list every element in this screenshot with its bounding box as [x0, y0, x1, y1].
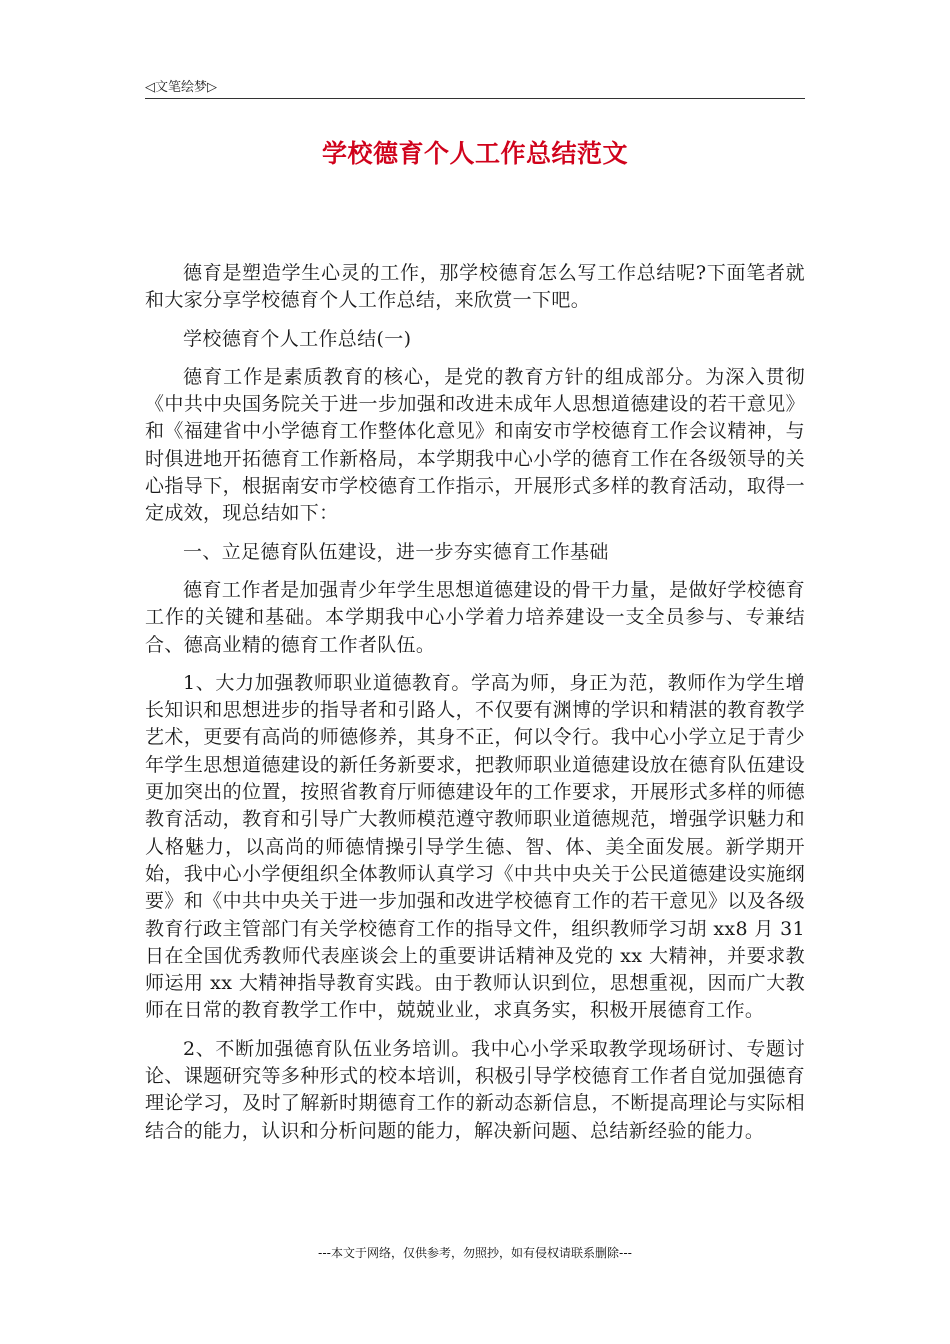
intro-paragraph: 德育是塑造学生心灵的工作，那学校德育怎么写工作总结呢?下面笔者就和大家分享学校德育个人工作总结，来欣赏一下吧。 — [145, 262, 805, 312]
subsection-heading: 一、立足德育队伍建设，进一步夯实德育工作基础 — [183, 540, 609, 563]
body-paragraph: 2、不断加强德育队伍业务培训。我中心小学采取教学现场研讨、专题讨论、课题研究等多种形式的校本培训，积极引导学校德育工作者自觉加强德育理论学习，及时了解新时期德育工作的新动态新信息，不断提高理论与实际相结合的能力，认识和分析问题的能力，解决新问题、总结新经验的能力。 — [145, 1037, 805, 1142]
page-footer: ---本文于网络，仅供参考，勿照抄，如有侵权请联系删除--- — [318, 1246, 632, 1260]
document-body — [145, 260, 805, 1156]
body-paragraph: 德育工作者是加强青少年学生思想道德建设的骨干力量，是做好学校德育工作的关键和基础。本学期我中心小学着力培养建设一支全员参与、专兼结合、德高业精的德育工作者队伍。 — [145, 578, 805, 656]
header-divider — [145, 98, 805, 99]
body-paragraph: 德育工作是素质教育的核心，是党的教育方针的组成部分。为深入贯彻《中共中央国务院关于进一步加强和改进未成年人思想道德建设的若干意见》和《福建省中小学德育工作整体化意见》和南安市学校德育工作会议精神，与时俱进地开拓德育工作新格局，本学期我中心小学的德育工作在各级领导的关心指导下，根据南安市学校德育工作指示，开展形式多样的教育活动，取得一定成效，现总结如下： — [145, 365, 805, 525]
page-header: ◁文笔绘梦▷ — [145, 80, 217, 95]
section-heading: 学校德育个人工作总结(一) — [183, 327, 412, 350]
body-paragraph: 1、大力加强教师职业道德教育。学高为师，身正为范，教师作为学生增长知识和思想进步的指导者和引路人，不仅要有渊博的学识和精湛的教育教学艺术，更要有高尚的师德修养，其身不正，何以令行。我中心小学立足于青少年学生思想道德建设的新任务新要求，把教师职业道德建设放在德育队伍建设更加突出的位置，按照省教育厅师德建设年的工作要求，开展形式多样的师德教育活动，教育和引导广大教师模范遵守教师职业道德规范，增强学识魅力和人格魅力，以高尚的师德情操引导学生德、智、体、美全面发展。新学期开始，我中心小学便组织全体教师认真学习《中共中央关于公民道德建设实施纲要》和《中共中央关于进一步加强和改进学校德育工作的若干意见》以及各级教育行政主管部门有关学校德育工作的指导文件，组织教师学习胡 xx8 月 31 日在全国优秀教师代表座谈会上的重要讲话精神及党的 xx 大精神，并要求教师运用 xx 大精神指导教育实践。由于教师认识到位，思想重视，因而广大教师在日常的教育教学工作中，兢兢业业，求真务实，积极开展德育工作。 — [145, 671, 805, 1022]
document-title: 学校德育个人工作总结范文 — [321, 139, 628, 168]
